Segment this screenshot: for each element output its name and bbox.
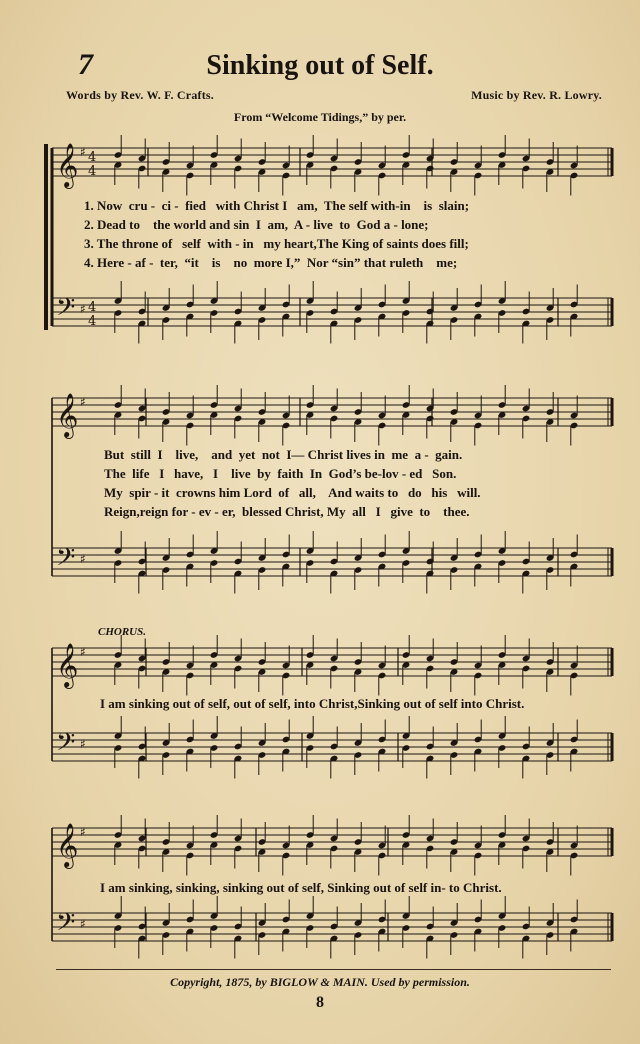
time-signature: 4 [88,314,97,329]
bass-clef-icon: 𝄢 [56,543,76,578]
copyright-notice: Copyright, 1875, by BIGLOW & MAIN. Used by permission. [170,975,470,989]
bass-clef-icon: 𝄢 [56,728,76,763]
time-signature: 4 [88,150,97,165]
source-note: From “Welcome Tidings,” by per. [233,110,407,124]
verse-3-line-b: My spir - it crowns him Lord of all, And waits to do his will. [104,485,481,500]
sharp-icon: ♯ [80,302,86,316]
verse-2-line-b: The life I have, I live by faith In God’s be-lov - ed Son. [104,466,457,481]
chorus-lyric-2: I am sinking, sinking, sinking out of self, Sinking out of self in- to Christ. [100,880,502,895]
treble-clef-icon: 𝄞 [56,643,79,687]
treble-clef-icon: 𝄞 [56,143,79,187]
verse-4-line-a: 4. Here - af - ter, “it is no more I,” Nor “sin” that ruleth me; [84,255,458,270]
footer-rule [56,969,611,970]
hymn-title: Sinking out of Self. [206,50,434,81]
music-credit: Music by Rev. R. Lowry. [471,88,602,102]
sharp-icon: ♯ [80,825,86,839]
verse-1-line-b: But still I live, and yet not I— Christ lives in me a - gain. [104,447,463,462]
bass-clef-icon: 𝄢 [56,908,76,943]
verses-part-1 [84,196,604,272]
chorus-label: CHORUS. [98,626,146,638]
verse-1-line-a: 1. Now cru - ci - fied with Christ I am, The self with-in is slain; [84,198,470,213]
words-credit: Words by Rev. W. F. Crafts. [66,88,214,102]
time-signature: 4 [88,300,97,315]
verse-3-line-a: 3. The throne of self with - in my heart,The King of saints does fill; [84,236,469,251]
sharp-icon: ♯ [80,737,86,751]
sharp-icon: ♯ [80,145,86,159]
treble-clef-icon: 𝄞 [56,823,79,867]
verse-2-line-a: 2. Dead to the world and sin I am, A - live to God a - lone; [84,217,429,232]
hymn-number: 7 [78,48,93,81]
verses-part-2 [104,445,604,521]
sharp-icon: ♯ [80,552,86,566]
sharp-icon: ♯ [80,395,86,409]
page-number: 8 [316,994,324,1011]
treble-clef-icon: 𝄞 [56,393,79,437]
time-signature: 4 [88,164,97,179]
sharp-icon: ♯ [80,645,86,659]
bass-clef-icon: 𝄢 [56,293,76,328]
verse-4-line-b: Reign,reign for - ev - er, blessed Christ, My all I give to thee. [104,504,470,519]
chorus-lyric-1: I am sinking out of self, out of self, into Christ,Sinking out of self into Christ. [100,696,525,711]
sharp-icon: ♯ [80,917,86,931]
